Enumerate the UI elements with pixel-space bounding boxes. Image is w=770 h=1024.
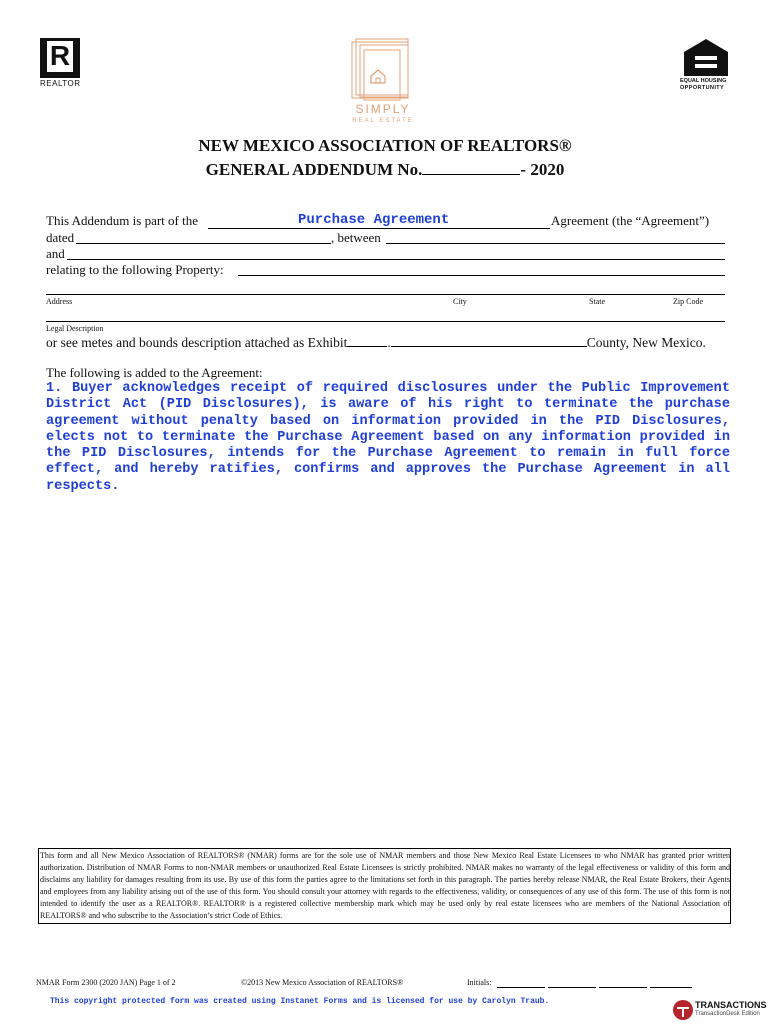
- metes-label: or see metes and bounds description attached as Exhibit: [46, 335, 348, 350]
- dated-field[interactable]: [76, 231, 331, 244]
- realtor-mark-box: [40, 38, 80, 78]
- county-field[interactable]: [391, 334, 587, 347]
- simply-wordmark: SIMPLY: [355, 102, 411, 116]
- city-caption: City: [453, 297, 467, 306]
- agreement-prefix: This Addendum is part of the: [46, 213, 199, 228]
- agreement-suffix: Agreement (the “Agreement”): [551, 213, 710, 228]
- legal-description-caption: Legal Description: [46, 324, 104, 333]
- and-label: and: [46, 246, 65, 261]
- initials-field-2[interactable]: [548, 978, 596, 988]
- initials-label: Initials:: [467, 978, 492, 987]
- addendum-number-line: [0, 158, 770, 180]
- disclaimer-box: This form and all New Mexico Association of REALTORS® (NMAR) forms are for the sole use of NMAR members and those New Mexico Real Estate Licensees to who NMAR has granted prior written authorization. Distribution of NMAR Forms to non-NMAR members or unauthorized Real Estate Licensees is strictly prohibited. NMAR makes no warranty of the legal effectiveness or validity of this form and disclaims any liability for damages resulting from its use. By use of this form the parties agree to the limitations set forth in this paragraph. The parties hereby release NMAR, the Real Estate Brokers, their Agents and employees from any liability arising out of the use of this form. You should consult your attorney with regards to the effectiveness, validity, or consequences of any use of this form. The use of this form is not intended to identify the user as a REALTOR®. REALTOR® is a registered collective membership mark which may be used only by real estate licensees who are members of the National Association of REALTORS® and who subscribe to the Association’s strict Code of Ethics.: [38, 848, 731, 924]
- exhibit-field[interactable]: [347, 334, 387, 347]
- addendum-year: - 2020: [520, 160, 565, 179]
- initials-field-4[interactable]: [650, 978, 692, 988]
- eho-line1: EQUAL HOUSING: [680, 78, 727, 84]
- form-id: NMAR Form 2300 (2020 JAN) Page 1 of 2: [36, 978, 176, 987]
- dated-label: dated: [46, 230, 75, 245]
- realtor-logo: [40, 38, 84, 90]
- following-label: The following is added to the Agreement:: [46, 365, 263, 380]
- transactions-logo: [672, 998, 767, 1022]
- equal-housing-logo: [680, 38, 736, 92]
- addendum-text[interactable]: 1. Buyer acknowledges receipt of required disclosures under the Public Improvement District Act (PID Disclosures), is aware of his right to terminate the purchase agreement without penalty based on information provided in the PID Disclosures, elects not to terminate the Purchase Agreement based on any information provided in the PID Disclosures, intends for the Purchase Agreement to remain in full force effect, and hereby ratifies, confirms and approves the Purchase Agreement in all respects.: [46, 381, 730, 494]
- initials-field-3[interactable]: [599, 978, 647, 988]
- address-field[interactable]: [46, 280, 725, 295]
- legal-description-field[interactable]: [46, 306, 725, 322]
- between-label: , between: [331, 230, 381, 245]
- metes-line: [46, 334, 706, 351]
- transactions-icon: [672, 999, 694, 1021]
- realtor-wordmark: REALTOR: [40, 79, 81, 88]
- state-caption: State: [589, 297, 605, 306]
- simply-logo-icon: [338, 38, 428, 104]
- metes-dot: .: [387, 335, 391, 350]
- initials-field-1[interactable]: [497, 978, 545, 988]
- addendum-number-label: GENERAL ADDENDUM No.: [205, 160, 423, 179]
- form-title: NEW MEXICO ASSOCIATION OF REALTORS®: [198, 136, 572, 155]
- instanet-notice: This copyright protected form was created using Instanet Forms and is licensed for use by Carolyn Traub.: [50, 997, 550, 1006]
- addendum-number-field[interactable]: [422, 158, 520, 175]
- zip-caption: Zip Code: [673, 297, 703, 306]
- county-label: County, New Mexico.: [586, 335, 706, 350]
- and-party-field[interactable]: [67, 247, 725, 260]
- simply-tagline: REAL ESTATE: [352, 118, 414, 124]
- transactions-wordmark: TRANSACTIONS: [695, 1000, 767, 1010]
- agreement-type-value: Purchase Agreement: [298, 212, 450, 228]
- copyright-notice: ©2013 New Mexico Association of REALTORS®: [241, 978, 404, 987]
- simply-real-estate-logo: [338, 38, 428, 130]
- property-label: relating to the following Property:: [46, 262, 224, 277]
- realtor-r-letter: R: [49, 40, 71, 71]
- address-caption: Address: [46, 297, 73, 306]
- eho-line2: OPPORTUNITY: [680, 85, 725, 91]
- transactions-subline: TransactionDesk Edition: [695, 1011, 760, 1017]
- equal-housing-icon: [682, 38, 730, 78]
- between-party-field[interactable]: [386, 231, 725, 244]
- property-field[interactable]: [238, 263, 725, 276]
